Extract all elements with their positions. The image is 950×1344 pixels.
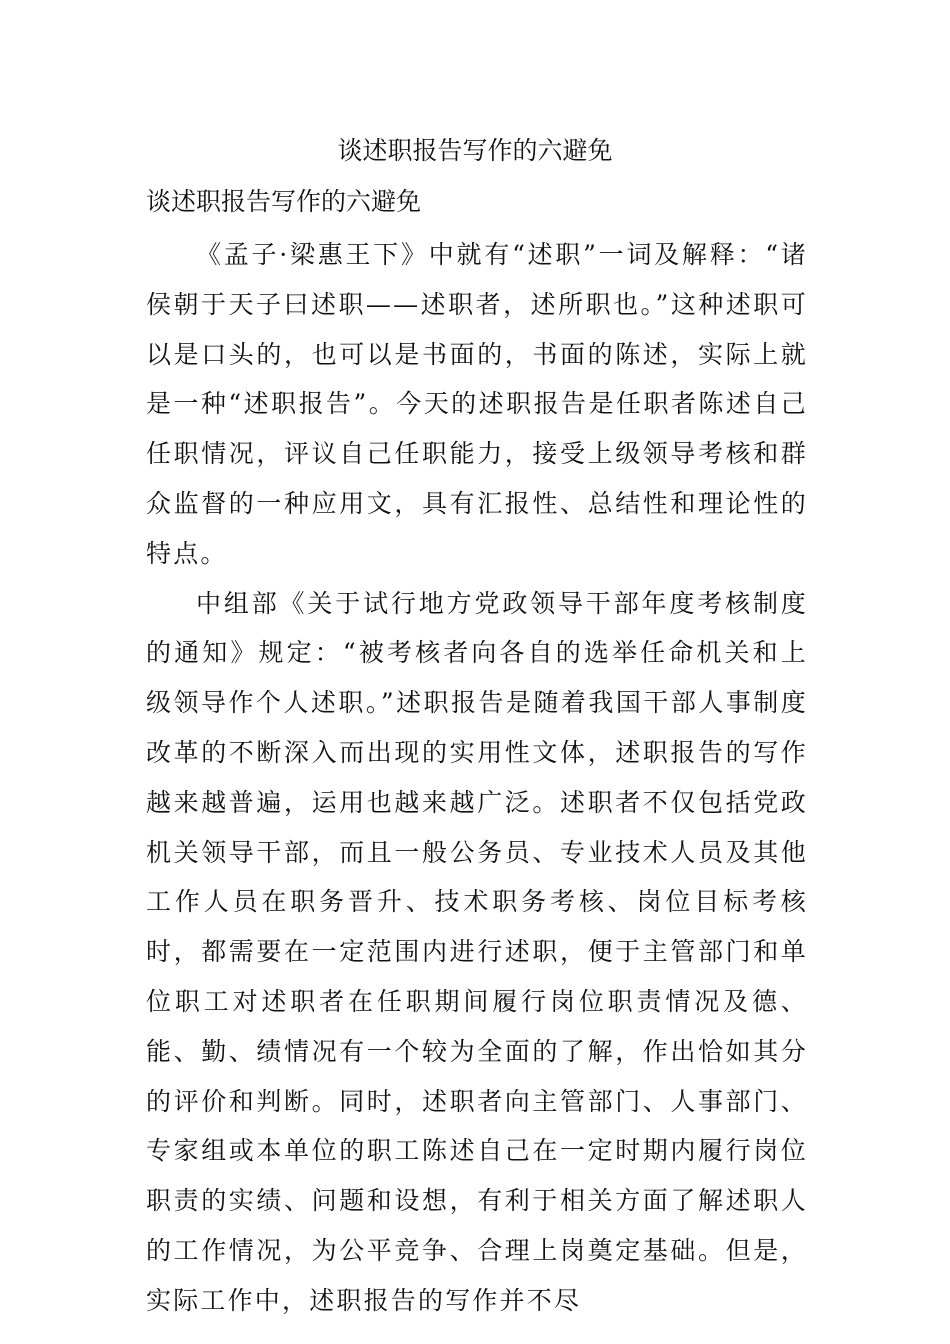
paragraph-2: 中组部《关于试行地方党政领导干部年度考核制度的通知》规定：“被考核者向各自的选举任命机关和上级领导作个人述职。”述职报告是随着我国干部人事制度改革的不断深入而出现的实用性文体，述职报告的写作越来越普遍，运用也越来越广泛。述职者不仅包括党政机关领导干部，而且一般公务员、专业技术人员及其他工作人员在职务晋升、技术职务考核、岗位目标考核时，都需要在一定范围内进行述职，便于主管部门和单位职工对述职者在任职期间履行岗位职责情况及德、能、勤、绩情况有一个较为全面的了解，作出恰如其分的评价和判断。同时，述职者向主管部门、人事部门、专家组或本单位的职工陈述自己在一定时期内履行岗位职责的实绩、问题和设想，有利于相关方面了解述职人的工作情况，为公平竞争、合理上岗奠定基础。但是，实际工作中，述职报告的写作并不尽 (146, 588, 808, 1315)
document-subtitle: 谈述职报告写作的六避免 (146, 187, 422, 216)
paragraph-1: 《孟子·梁惠王下》中就有“述职”一词及解释：“诸侯朝于天子曰述职——述职者，述所职也。”这种述职可以是口头的，也可以是书面的，书面的陈述，实际上就是一种“述职报告”。今天的述职报告是任职者陈述自己任职情况，评议自己任职能力，接受上级领导考核和群众监督的一种应用文，具有汇报性、总结性和理论性的特点。 (146, 240, 808, 568)
document-title: 谈述职报告写作的六避免 (337, 136, 613, 165)
document-body (146, 230, 808, 1326)
